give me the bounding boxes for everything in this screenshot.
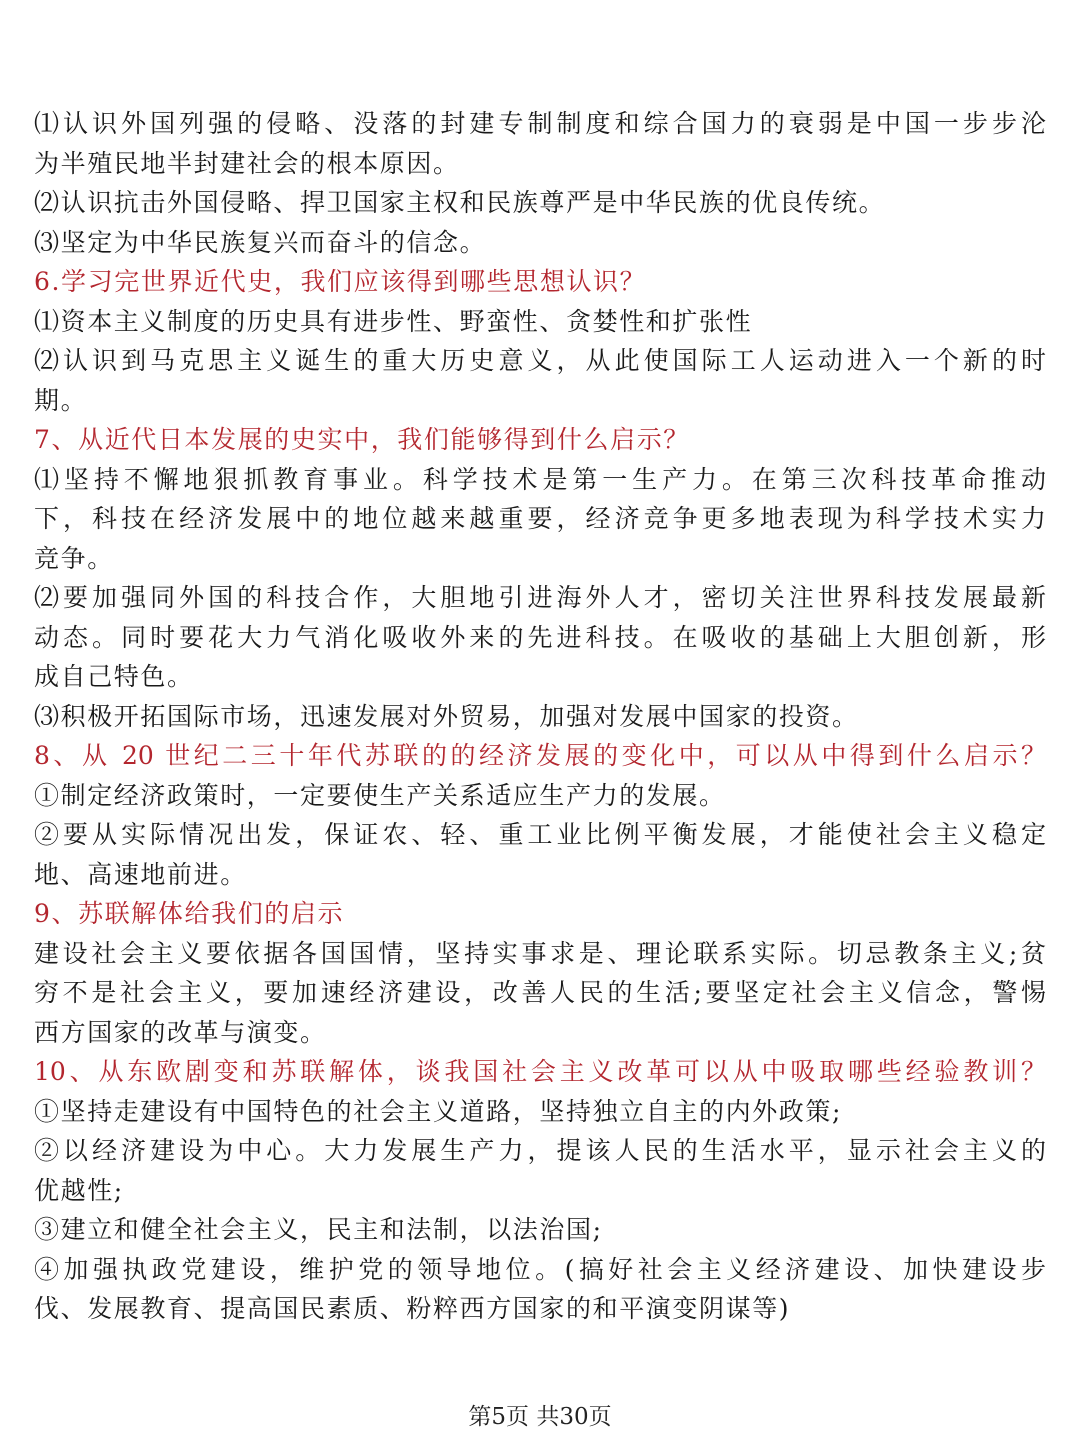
paragraph-line: 西方国家的改革与演变。 — [34, 1017, 327, 1047]
paragraph-line: 下，科技在经济发展中的地位越来越重要，经济竞争更多地表现为科学技术实力 — [34, 504, 1046, 533]
paragraph-line: ②以经济建设为中心。大力发展生产力，提该人民的生活水平，显示社会主义的 — [34, 1136, 1046, 1165]
paragraph-line: 期。 — [34, 385, 88, 415]
paragraph-line: 建设社会主义要依据各国国情，坚持实事求是、理论联系实际。切忌教条主义;贫 — [34, 938, 1046, 968]
question-heading-9: 9、苏联解体给我们的启示 — [34, 899, 345, 928]
paragraph-line: 为半殖民地半封建社会的根本原因。 — [34, 148, 460, 178]
paragraph-line: 伐、发展教育、提高国民素质、粉粹西方国家的和平演变阴谋等) — [34, 1294, 791, 1323]
paragraph-line: 竞争。 — [34, 543, 114, 573]
paragraph-line: ⑴资本主义制度的历史具有进步性、野蛮性、贪婪性和扩张性 — [34, 306, 753, 336]
document-page — [34, 104, 1046, 1329]
paragraph-line: ⑵要加强同外国的科技合作，大胆地引进海外人才，密切关注世界科技发展最新 — [34, 583, 1046, 612]
question-heading-10: 10、从东欧剧变和苏联解体，谈我国社会主义改革可以从中吸取哪些经验教训？ — [34, 1057, 1046, 1086]
paragraph-line: ②要从实际情况出发，保证农、轻、重工业比例平衡发展，才能使社会主义稳定 — [34, 820, 1046, 849]
paragraph-line: 动态。同时要花大力气消化吸收外来的先进科技。在吸收的基础上大胆创新，形 — [34, 622, 1046, 652]
paragraph-line: ⑴认识外国列强的侵略、没落的封建专制制度和综合国力的衰弱是中国一步步沦 — [34, 109, 1046, 138]
paragraph-line: ⑵认识抗击外国侵略、捍卫国家主权和民族尊严是中华民族的优良传统。 — [34, 188, 886, 217]
page-number-footer: 第5页 共30页 — [468, 1404, 612, 1430]
paragraph-line: ③建立和健全社会主义，民主和法制，以法治国; — [34, 1215, 603, 1244]
paragraph-line: ⑶积极开拓国际市场，迅速发展对外贸易，加强对发展中国家的投资。 — [34, 701, 859, 731]
paragraph-line: 地、高速地前进。 — [34, 859, 247, 889]
question-heading-7: 7、从近代日本发展的史实中，我们能够得到什么启示？ — [34, 425, 690, 454]
paragraph-line: ①坚持走建设有中国特色的社会主义道路，坚持独立自主的内外政策; — [34, 1096, 843, 1126]
paragraph-line: ⑴坚持不懈地狠抓教育事业。科学技术是第一生产力。在第三次科技革命推动 — [34, 464, 1046, 494]
paragraph-line: 穷不是社会主义，要加速经济建设，改善人民的生活;要坚定社会主义信念，警惕 — [34, 978, 1046, 1007]
paragraph-line: 优越性; — [34, 1175, 124, 1205]
paragraph-line: 成自己特色。 — [34, 662, 194, 691]
paragraph-line: ⑶坚定为中华民族复兴而奋斗的信念。 — [34, 227, 487, 257]
paragraph-line: ⑵认识到马克思主义诞生的重大历史意义，从此使国际工人运动进入一个新的时 — [34, 346, 1046, 375]
paragraph-line: ①制定经济政策时，一定要使生产关系适应生产力的发展。 — [34, 780, 726, 810]
question-heading-6: 6.学习完世界近代史，我们应该得到哪些思想认识？ — [34, 267, 647, 296]
question-heading-8: 8、从 20 世纪二三十年代苏联的的经济发展的变化中，可以从中得到什么启示？ — [34, 741, 1046, 770]
paragraph-line: ④加强执政党建设，维护党的领导地位。(搞好社会主义经济建设、加快建设步 — [34, 1254, 1046, 1284]
